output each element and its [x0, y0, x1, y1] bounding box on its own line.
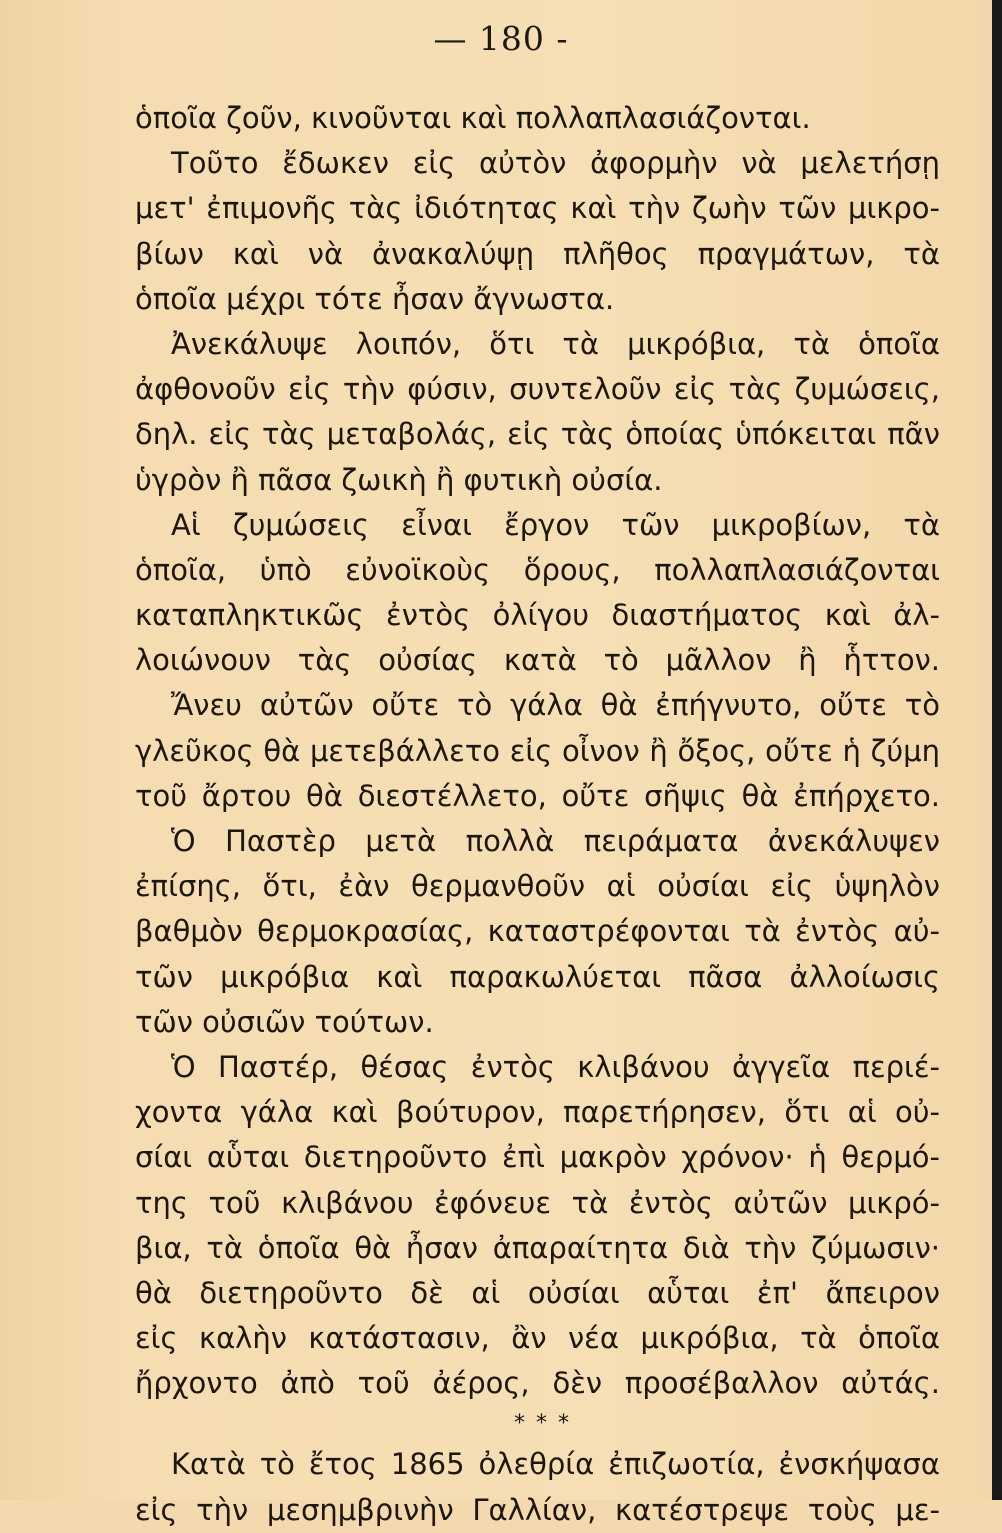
section-separator: * * *	[514, 1411, 571, 1437]
text-line: τῶν οὐσιῶν τούτων.	[135, 1004, 434, 1039]
text-line: σίαι αὗται διετηροῦντο ἐπὶ μακρὸν χρόνον· ἡ θερμό-	[135, 1140, 940, 1175]
text-line: βαθμὸν θερμοκρασίας, καταστρέφονται τὰ ἐντὸς αὐ-	[135, 914, 940, 949]
text-line: της τοῦ κλιβάνου ἐφόνευε τὰ ἐντὸς αὐτῶν μικρό-	[135, 1185, 940, 1220]
text-line: καταπληκτικῶς ἐντὸς ὀλίγου διαστήματος καὶ ἀλ-	[135, 598, 940, 633]
text-line: δηλ. εἰς τὰς μεταβολάς, εἰς τὰς ὁποίας ὑπόκειται πᾶν	[135, 417, 940, 452]
text-line: γλεῦκος θὰ μετεβάλλετο εἰς οἶνον ἢ ὄξος, οὔτε ἡ ζύμη	[135, 733, 940, 768]
text-line: Αἱ ζυμώσεις εἶναι ἔργον τῶν μικροβίων, τὰ	[171, 507, 940, 542]
text-line: ἤρχοντο ἀπὸ τοῦ ἀέρος, δὲν προσέβαλλον αὐτάς.	[135, 1366, 940, 1401]
text-line: Ἀνεκάλυψε λοιπόν, ὅτι τὰ μικρόβια, τὰ ὁποῖα	[171, 326, 940, 361]
text-line: εἰς καλὴν κατάστασιν, ἂν νέα μικρόβια, τὰ ὁποῖα	[135, 1321, 940, 1356]
text-line: χοντα γάλα καὶ βούτυρον, παρετήρησεν, ὅτι αἱ οὐ-	[135, 1095, 940, 1130]
text-line: ὁποῖα ζοῦν, κινοῦνται καὶ πολλαπλασιάζονται.	[135, 101, 811, 135]
text-line: Κατὰ τὸ ἔτος 1865 ὀλεθρία ἐπιζωοτία, ἐνσκήψασα	[171, 1447, 940, 1482]
text-line: εἰς τὴν μεσημβρινὴν Γαλλίαν, κατέστρεψε τοὺς με-	[135, 1492, 940, 1527]
text-line: Ἄνευ αὐτῶν οὔτε τὸ γάλα θὰ ἐπήγνυτο, οὔτε τὸ	[171, 688, 940, 723]
page-edge-shadow	[992, 0, 1002, 1500]
text-line: ὑγρὸν ἢ πᾶσα ζωικὴ ἢ φυτικὴ οὐσία.	[135, 462, 663, 497]
text-line: ὁποῖα μέχρι τότε ἦσαν ἄγνωστα.	[135, 281, 615, 316]
text-line: ὁποῖα, ὑπὸ εὐνοϊκοὺς ὅρους, πολλαπλασιάζονται	[135, 552, 940, 587]
text-line: τοῦ ἄρτου θὰ διεστέλλετο, οὔτε σῆψις θὰ ἐπήρχετο.	[135, 778, 940, 813]
page-number: — 180 -	[433, 19, 569, 58]
text-line: Τοῦτο ἔδωκεν εἰς αὐτὸν ἀφορμὴν νὰ μελετήσῃ	[171, 146, 940, 181]
text-line: βια, τὰ ὁποῖα θὰ ἦσαν ἀπαραίτητα διὰ τὴν ζύμωσιν·	[135, 1230, 940, 1265]
text-line: θὰ διετηροῦντο δὲ αἱ οὐσίαι αὗται ἐπ' ἄπειρον	[135, 1275, 940, 1310]
text-line: Ὁ Παστέρ, θέσας ἐντὸς κλιβάνου ἀγγεῖα περιέ-	[171, 1049, 940, 1084]
text-line: Ὁ Παστὲρ μετὰ πολλὰ πειράματα ἀνεκάλυψεν	[171, 824, 940, 858]
text-line: ἀφθονοῦν εἰς τὴν φύσιν, συντελοῦν εἰς τὰς ζυμώσεις,	[135, 372, 940, 407]
text-line: τῶν μικρόβια καὶ παρακωλύεται πᾶσα ἀλλοίωσις	[135, 959, 940, 994]
text-line: ἐπίσης, ὅτι, ἐὰν θερμανθοῦν αἱ οὐσίαι εἰς ὑψηλὸν	[135, 869, 940, 904]
text-line: λοιώνουν τὰς οὐσίας κατὰ τὸ μᾶλλον ἢ ἧττον.	[135, 643, 940, 678]
text-line: μετ' ἐπιμονῆς τὰς ἰδιότητας καὶ τὴν ζωὴν τῶν μικρο-	[135, 191, 940, 226]
text-line: βίων καὶ νὰ ἀνακαλύψῃ πλῆθος πραγμάτων, τὰ	[135, 236, 940, 271]
body-text	[135, 96, 940, 1533]
